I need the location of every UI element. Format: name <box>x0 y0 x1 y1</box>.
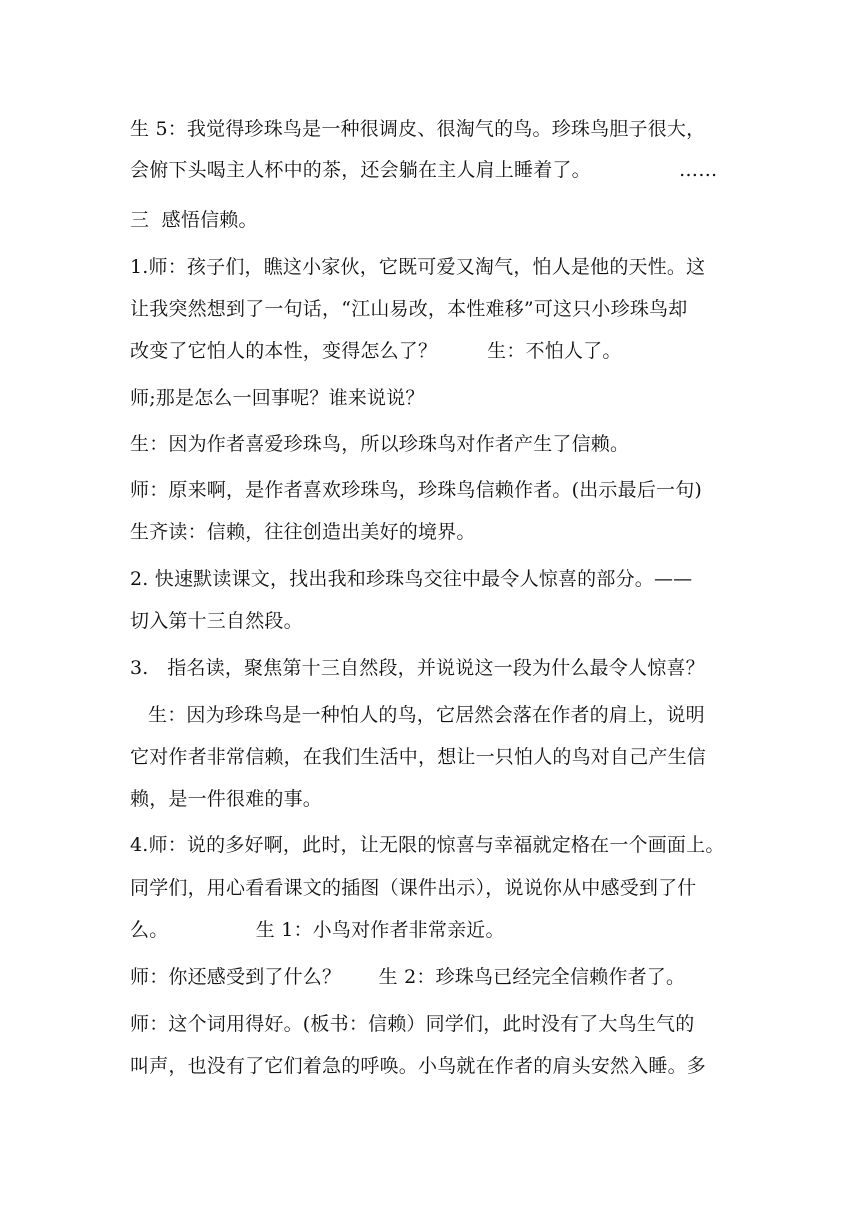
text-line: 切入第十三自然段。 <box>130 610 303 632</box>
text-line: 师：原来啊，是作者喜欢珍珠鸟，珍珠鸟信赖作者。(出示最后一句) <box>130 479 703 501</box>
text-line: 生 5：我觉得珍珠鸟是一种很调皮、很淘气的鸟。珍珠鸟胆子很大， <box>130 118 706 140</box>
text-line: 师：你还感受到了什么？ 生 2：珍珠鸟已经完全信赖作者了。 <box>130 966 686 988</box>
text-line: 1.师：孩子们，瞧这小家伙，它既可爱又淘气，怕人是他的天性。这 <box>130 256 706 278</box>
text-line: 4.师：说的多好啊，此时，让无限的惊喜与幸福就定格在一个画面上。 <box>130 834 725 856</box>
text-line: 叫声，也没有了它们着急的呼唤。小鸟就在作者的肩头安然入睡。多 <box>130 1055 707 1077</box>
text-line: 生：因为珍珠鸟是一种怕人的鸟，它居然会落在作者的肩上，说明 <box>148 704 705 726</box>
text-line: 改变了它怕人的本性，变得怎么了？ 生：不怕人了。 <box>130 340 622 362</box>
text-line: 么。 生 1：小鸟对作者非常亲近。 <box>130 919 505 941</box>
text-line: 3. 指名读，聚焦第十三自然段，并说说这一段为什么最令人惊喜？ <box>130 657 705 679</box>
text-line: 赖，是一件很难的事。 <box>130 788 323 810</box>
ellipsis-mark: …… <box>679 159 718 181</box>
text-line: 让我突然想到了一句话，“江山易改，本性难移”可这只小珍珠鸟却 <box>130 298 688 320</box>
text-line: 生齐读：信赖，往往创造出美好的境界。 <box>130 521 476 543</box>
text-line: 2. 快速默读课文，找出我和珍珠鸟交往中最令人惊喜的部分。—— <box>130 568 693 590</box>
text-line: 师：这个词用得好。(板书：信赖）同学们，此时没有了大鸟生气的 <box>130 1013 695 1035</box>
section-heading: 三 感悟信赖。 <box>130 209 258 231</box>
text-line: 师;那是怎么一回事呢？谁来说说？ <box>130 387 425 409</box>
text-line: 生：因为作者喜爱珍珠鸟，所以珍珠鸟对作者产生了信赖。 <box>130 433 630 455</box>
text-line: 它对作者非常信赖，在我们生活中，想让一只怕人的鸟对自己产生信 <box>130 746 707 768</box>
text-line: 会俯下头喝主人杯中的茶，还会躺在主人肩上睡着了。 <box>130 159 591 181</box>
text-line: 同学们，用心看看课文的插图（课件出示），说说你从中感受到了什 <box>130 877 697 899</box>
